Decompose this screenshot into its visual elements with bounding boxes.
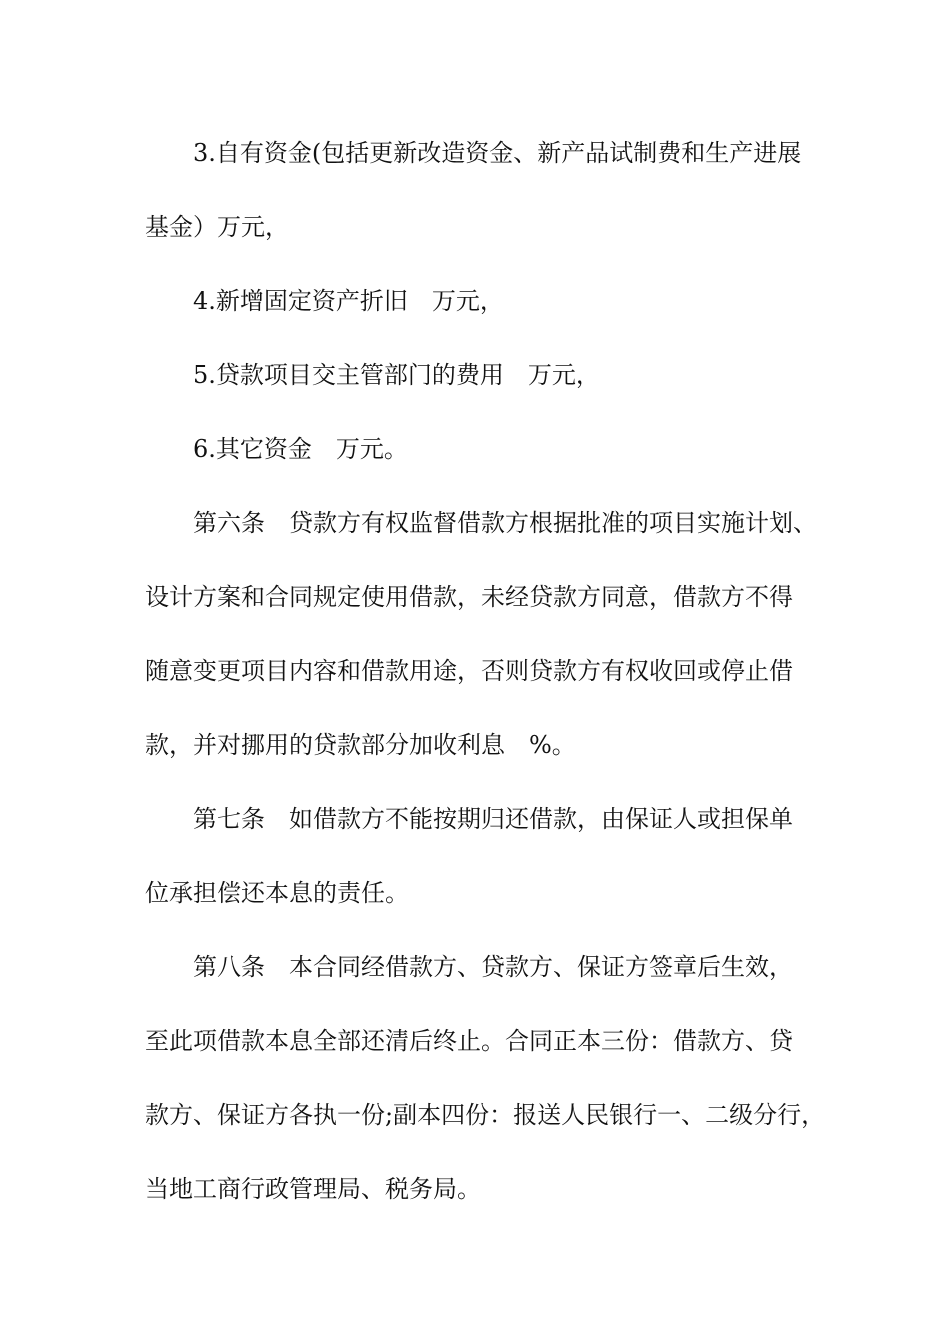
paragraph-line: 第七条 如借款方不能按期归还借款，由保证人或担保单 [193,805,793,833]
paragraph-line: 款，并对挪用的贷款部分加收利息 %。 [145,731,576,759]
paragraph-line: 5.贷款项目交主管部门的费用 万元， [193,361,600,389]
paragraph-line: 第八条 本合同经借款方、贷款方、保证方签章后生效， [193,953,793,981]
paragraph-line: 位承担偿还本息的责任。 [145,879,409,907]
document-body [145,131,826,1241]
paragraph-line: 当地工商行政管理局、税务局。 [145,1175,481,1203]
paragraph-line: 第六条 贷款方有权监督借款方根据批准的项目实施计划、 [193,509,817,537]
paragraph-line: 基金）万元， [145,213,289,241]
paragraph-line: 6.其它资金 万元。 [193,435,408,463]
paragraph-line: 至此项借款本息全部还清后终止。合同正本三份：借款方、贷 [145,1027,793,1055]
paragraph-line: 4.新增固定资产折旧 万元， [193,287,504,315]
paragraph-line: 随意变更项目内容和借款用途，否则贷款方有权收回或停止借 [145,657,793,685]
paragraph-line: 设计方案和合同规定使用借款，未经贷款方同意，借款方不得 [145,583,793,611]
paragraph-line: 3.自有资金(包括更新改造资金、新产品试制费和生产进展 [193,139,802,167]
paragraph-line: 款方、保证方各执一份;副本四份：报送人民银行一、二级分行， [145,1101,826,1129]
